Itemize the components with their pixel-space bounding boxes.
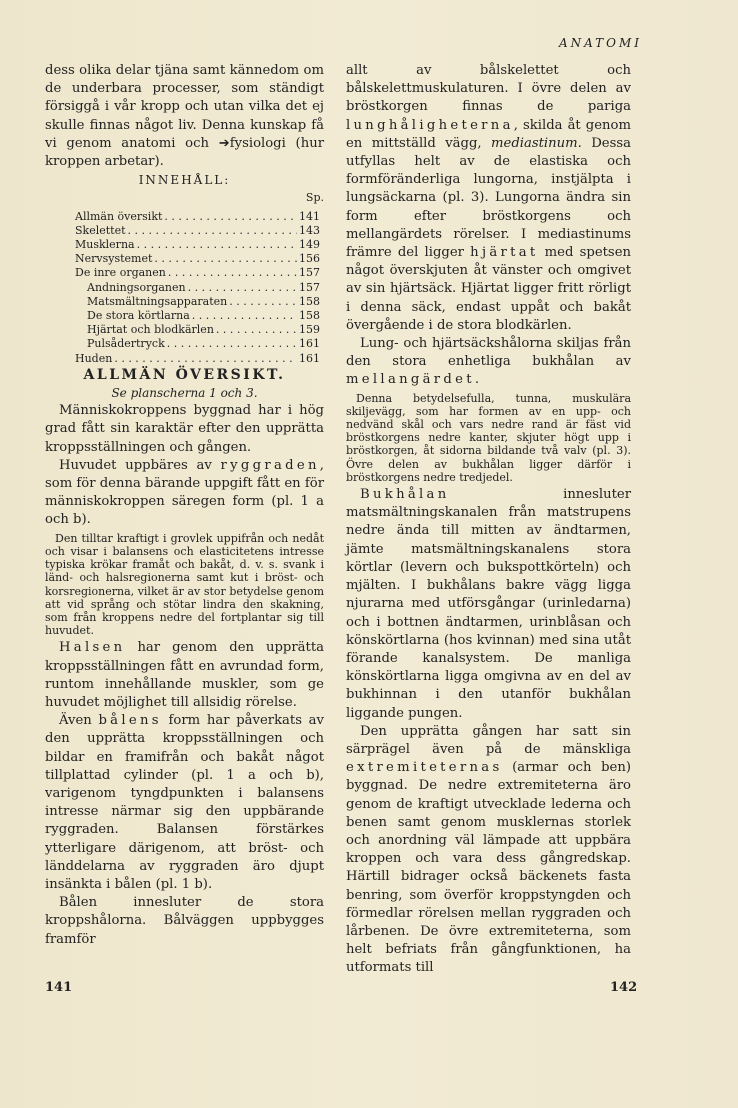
toc-entry xyxy=(75,238,320,252)
toc-entry-label: De inre organen xyxy=(75,266,166,280)
toc-leader-dots xyxy=(188,281,297,295)
toc-entry-page: 141 xyxy=(299,209,320,223)
toc-leader-dots xyxy=(192,309,297,323)
small-print-paragraph: Denna betydelsefulla, tunna, muskulära skiljevägg, som har formen av en upp- och nedvänd skål och vars nedre rand är fäst vid bröstkorgens nedre kanter, skjuter högt upp i bröstkorgen, åt sidorna bildande två valv (pl. 3). Övre delen av bukhålan ligger därför i bröstkorgens nedre tredjedel. xyxy=(346,391,631,484)
toc-entry-page: 143 xyxy=(299,223,320,237)
spaced-term: Bukhålan xyxy=(360,487,450,503)
spaced-term: mellangärdet xyxy=(346,372,475,388)
toc-entry-label: Huden xyxy=(75,351,113,365)
toc-leader-dots xyxy=(114,352,297,366)
toc-entry-page: 156 xyxy=(299,252,320,266)
intro-paragraph: dess olika delar tjäna samt kännedom om de underbara processer, som ständigt försiggå i vår kropp och utan vilka det ej skulle finnas något liv. Denna kunskap få vi genom anatomi och ➔fysiologi (hur kroppen arbetar). xyxy=(45,63,324,170)
paragraph: Människokroppens byggnad har i hög grad fått sin karaktär efter den upprätta kroppsställningen och gången. xyxy=(45,403,324,455)
toc-entry-page: 158 xyxy=(299,309,320,323)
right-column xyxy=(346,62,631,978)
toc-title: INNEHÅLL: xyxy=(138,173,231,188)
toc-entry-page: 161 xyxy=(299,351,320,365)
small-print-paragraph: Den tilltar kraftigt i grovlek uppifrån och nedåt och visar i balansens och elasticitetens intresse typiska krökar framåt och bakåt, d. v. s. svank i länd- och halsregionerna samt kut i bröst- och korsregionerna, vilket är av stor betydelse genom att vid språng och stötar lindra den skakning, som från kroppens nedre del fortplantar sig till huvudet. xyxy=(45,531,324,638)
spaced-term: extremiteternas xyxy=(346,760,503,776)
toc-entry xyxy=(75,337,320,351)
toc-entry xyxy=(75,224,320,238)
toc-leader-dots xyxy=(164,210,297,224)
toc-leader-dots xyxy=(229,295,297,309)
table-of-contents xyxy=(75,210,320,366)
paragraph: allt av bålskelettet och bålskelettmuskulaturen. I övre delen av bröstkorgen finnas de pariga lunghåligheterna, skilda åt genom en mittställd vägg, mediastinum. Dessa utfyllas helt av de elastiska och formföränderliga lungorna, instjälpta i lungsäckarna (pl. 3). Lungorna ändra sin form efter bröstkorgens och mellangärdets rörelser. I mediastinums främre del ligger hjärtat med spetsen något överskjuten åt vänster och omgivet av sin hjärtsäck. Hjärtat ligger fritt rörligt i denna säck, endast uppåt och bakåt övergående i de stora blodkärlen. xyxy=(346,63,632,333)
toc-entry-page: 159 xyxy=(299,323,320,337)
running-head: ANATOMI xyxy=(558,36,642,50)
paragraph: Halsen har genom den upprätta kroppsställningen fått en avrundad form, runtom innehållande muskler, som ge huvudet möjlighet till allsidig rörelse. xyxy=(45,640,324,710)
toc-entry-label: Allmän översikt xyxy=(75,209,163,223)
spaced-term: lunghåligheterna xyxy=(346,117,514,133)
paragraph: Lung- och hjärtsäckshålorna skiljas från den stora enhetliga bukhålan av mellangärdet. xyxy=(346,336,631,388)
toc-entry xyxy=(75,295,320,309)
toc-entry-page: 157 xyxy=(299,280,320,294)
toc-entry-label: Hjärtat och blodkärlen xyxy=(87,323,214,337)
toc-leader-dots xyxy=(137,238,297,252)
toc-entry xyxy=(75,210,320,224)
section-heading: ALLMÄN ÖVERSIKT. xyxy=(83,366,286,383)
paragraph: Även bålens form har påverkats av den upprätta kroppsställningen och bildar en framifrån och bakåt något tillplattad cylinder (pl. 1 a och b), varigenom tyngdpunkten i balansens intresse närmar sig den uppbärande ryggraden. Balansen förstärkes ytterligare därigenom, att bröst- och länddelarna av ryggraden äro djupt insänkta i bålen (pl. 1 b). xyxy=(45,713,324,892)
toc-entry xyxy=(75,323,320,337)
toc-entry-page: 161 xyxy=(299,337,320,351)
toc-entry-label: Skelettet xyxy=(75,223,126,237)
toc-entry-label: Musklerna xyxy=(75,238,135,252)
left-column xyxy=(45,62,324,949)
toc-entry-label: Matsmältningsapparaten xyxy=(87,294,228,308)
toc-entry-label: De stora körtlarna xyxy=(87,309,190,323)
toc-entry-label: Pulsådertryck xyxy=(87,337,165,351)
toc-entry-page: 149 xyxy=(299,238,320,252)
page-number-right: 142 xyxy=(610,980,638,995)
toc-entry-label: Andningsorganen xyxy=(87,280,186,294)
spaced-term: ryggraden xyxy=(220,457,320,473)
paragraph: Bålen innesluter de stora kroppshålorna. Bålväggen uppbygges framför xyxy=(45,895,324,947)
paragraph: Bukhålan innesluter matsmältningskanalen från matstrupens nedre ända till mitten av ändtarmen, jämte matsmältningskanalens stora körtlar (levern och bukspottkörteln) och mjälten. I bukhålans bakre vägg ligga njurarna med utförsgångar (urinledarna) och i bottnen ändtarmen, urinblåsan och könskörtlarna (hos kvinnan) med sina utåt förande kanalsystem. De manliga könskörtlarna ligga omgivna av en del av bukhinnan i den utanför bukhålan liggande pungen. xyxy=(346,487,631,721)
spaced-term: bålens xyxy=(98,713,162,729)
page-number-left: 141 xyxy=(45,980,73,995)
toc-entry xyxy=(75,352,320,366)
paragraph: Huvudet uppbäres av ryggraden, som för denna bärande uppgift fått en för människokroppen säregen form (pl. 1 a och b). xyxy=(45,457,324,528)
section-subheading: Se planscherna 1 och 3. xyxy=(111,386,258,401)
toc-entry-label: Nervsystemet xyxy=(75,252,153,266)
toc-leader-dots xyxy=(216,323,297,337)
spaced-term: hjärtat xyxy=(470,245,539,261)
paragraph: Den upprätta gången har satt sin särprägel även på de mänskliga extremiteternas (armar och ben) byggnad. De nedre extremiteterna äro genom de kraftigt utvecklade lederna och benen samt genom musklernas storlek och anordning väl lämpade att uppbära kroppen och vara dess gångredskap. Härtill bidrager också bäckenets fasta benring, som överför kroppstyngden och förmedlar rörelsen mellan ryggraden och lårbenen. De övre extremiteterna, som helt befriats från gångfunktionen, ha utformats till xyxy=(346,723,631,976)
toc-entry-page: 157 xyxy=(299,266,320,280)
toc-leader-dots xyxy=(167,337,297,351)
italic-term: mediastinum. xyxy=(491,135,582,151)
toc-entry xyxy=(75,252,320,266)
toc-entry xyxy=(75,266,320,280)
toc-leader-dots xyxy=(128,224,297,238)
toc-entry-page: 158 xyxy=(299,294,320,308)
toc-leader-dots xyxy=(168,266,297,280)
toc-entry xyxy=(75,309,320,323)
spaced-term: Halsen xyxy=(59,640,126,656)
toc-entry xyxy=(75,281,320,295)
toc-column-label: Sp. xyxy=(305,191,324,205)
toc-leader-dots xyxy=(154,252,297,266)
